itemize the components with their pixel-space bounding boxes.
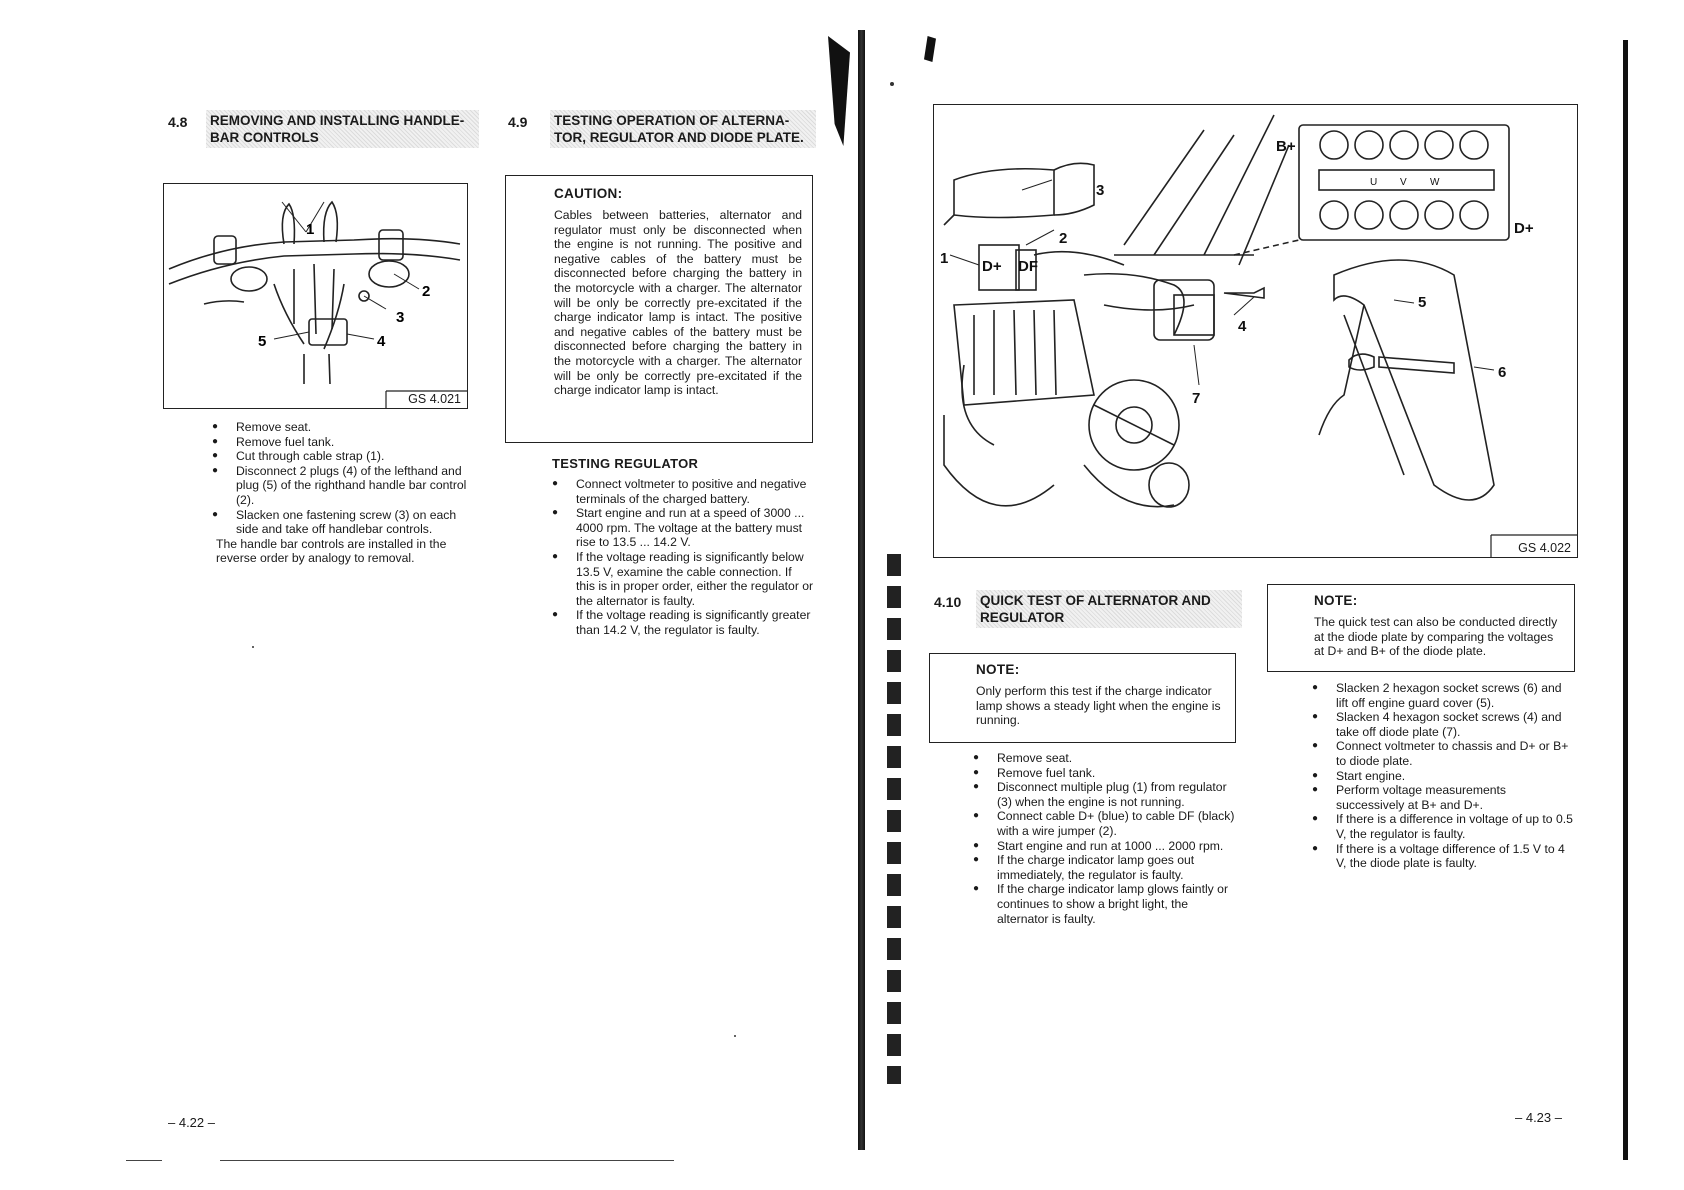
label-u: U (1370, 177, 1378, 188)
list-item: ● Remove seat. (973, 751, 1235, 766)
list-item: ● Remove seat. (212, 420, 477, 435)
section-4-10-number: 4.10 (934, 594, 962, 610)
list-item: ● Slacken one fastening screw (3) on each side and take off handlebar controls. (212, 508, 477, 537)
list-item: ● Start engine. (1312, 769, 1574, 784)
label-plug-d-plus: D+ (982, 258, 1002, 275)
scan-artifact (828, 36, 850, 146)
callout-3: 3 (396, 309, 405, 326)
list-item: ● If the charge indicator lamp glows faintly or continues to show a bright light, the alternator is faulty. (973, 882, 1235, 926)
list-item: ● Slacken 2 hexagon socket screws (6) and lift off engine guard cover (5). (1312, 681, 1574, 710)
figure-alternator-diode-plate (933, 104, 1578, 558)
callout-5: 5 (1418, 294, 1427, 311)
caution-box (505, 175, 813, 443)
note-box-quick-test (929, 653, 1236, 743)
list-item: ● If the charge indicator lamp goes out immediately, the regulator is faulty. (973, 853, 1235, 882)
note-heading: NOTE: (976, 662, 1020, 677)
note-text: Only perform this test if the charge indicator lamp shows a steady light when the engine is running. (976, 684, 1221, 728)
section-4-9-title (550, 110, 816, 148)
caution-text: Cables between batteries, alternator and regulator must only be disconnected when the engine is not running. The positive and negative cables of the battery must be disconnected before charging the battery in the motorcycle with a charger. The alternator will be only be correctly pre-excitated if the charge indicator lamp is intact. The positive and negative cables of the battery must be disconnected before charging the battery in the motorcycle with a charger. The alternator will be only be correctly pre-excitated if the charge indicator lamp is intact. (554, 208, 802, 398)
list-item: ● Start engine and run at 1000 ... 2000 rpm. (973, 839, 1235, 854)
callout-3: 3 (1096, 182, 1105, 199)
callout-4: 4 (1238, 318, 1247, 335)
label-v: V (1400, 177, 1407, 188)
page-edge (1623, 40, 1628, 1160)
removal-steps-list (212, 420, 477, 537)
scan-speck (890, 82, 894, 86)
list-item: ● If there is a difference in voltage of up to 0.5 V, the regulator is faulty. (1312, 812, 1574, 841)
diode-plate-steps-list (1312, 681, 1574, 871)
list-item: ● If there is a voltage difference of 1.5 V to 4 V, the diode plate is faulty. (1312, 842, 1574, 871)
section-4-8-title (206, 110, 479, 148)
figure-caption: GS 4.022 (1518, 541, 1571, 555)
callout-2: 2 (1059, 230, 1068, 247)
label-plug-df: DF (1018, 258, 1038, 275)
section-4-9-number: 4.9 (508, 114, 528, 130)
list-item: ● Connect voltmeter to chassis and D+ or B+ to diode plate. (1312, 739, 1574, 768)
scan-rule (220, 1160, 674, 1161)
list-item: ● If the voltage reading is significantly greater than 14.2 V, the regulator is faulty. (552, 608, 814, 637)
scan-speck (252, 646, 254, 648)
list-item: ● Cut through cable strap (1). (212, 449, 477, 464)
note-text: The quick test can also be conducted directly at the diode plate by comparing the voltages at D+ and B+ of the diode plate. (1314, 615, 1558, 659)
list-item: ● Connect cable D+ (blue) to cable DF (black) with a wire jumper (2). (973, 809, 1235, 838)
testing-regulator-section (552, 456, 814, 638)
list-item: ● Disconnect multiple plug (1) from regulator (3) when the engine is not running. (973, 780, 1235, 809)
scan-artifact (887, 554, 901, 1084)
section-4-8-title-line1: REMOVING AND INSTALLING HANDLE- (210, 113, 465, 128)
page-number-right: – 4.23 – (1515, 1110, 1562, 1125)
section-4-8-number: 4.8 (168, 114, 188, 130)
callout-7: 7 (1192, 390, 1201, 407)
callout-6: 6 (1498, 364, 1507, 381)
section-4-10-title (976, 590, 1242, 628)
figure-handlebar-controls (163, 183, 468, 409)
list-item: ● Slacken 4 hexagon socket screws (4) and take off diode plate (7). (1312, 710, 1574, 739)
diode-plate-test-body (1312, 681, 1574, 871)
quick-test-steps-list (973, 751, 1235, 926)
scan-rule (126, 1160, 162, 1161)
handlebar-illustration (164, 184, 467, 408)
callout-4: 4 (377, 333, 386, 350)
section-4-10-body (973, 751, 1235, 926)
callout-2: 2 (422, 283, 431, 300)
list-item: ● If the voltage reading is significantly below 13.5 V, examine the cable connection. If this is in proper order, either the regulator or the alternator is faulty. (552, 550, 814, 608)
label-d-plus: D+ (1514, 220, 1534, 237)
section-4-10-title-line1: QUICK TEST OF ALTERNATOR AND (980, 593, 1211, 608)
testing-regulator-list (552, 477, 814, 638)
list-item: ● Perform voltage measurements successively at B+ and D+. (1312, 783, 1574, 812)
page-number-left: – 4.22 – (168, 1115, 215, 1130)
figure-caption: GS 4.021 (408, 392, 461, 406)
list-item: ● Remove fuel tank. (973, 766, 1235, 781)
section-4-10-title-line2: REGULATOR (980, 610, 1065, 625)
book-spine (858, 30, 865, 1150)
note-heading: NOTE: (1314, 593, 1358, 608)
list-item: ● Connect voltmeter to positive and negative terminals of the charged battery. (552, 477, 814, 506)
list-item: ● Disconnect 2 plugs (4) of the lefthand and plug (5) of the righthand handle bar control (2). (212, 464, 477, 508)
scan-speck (734, 1035, 736, 1037)
installation-note: The handle bar controls are installed in the reverse order by analogy to removal. (216, 536, 447, 566)
section-4-8-body (212, 420, 477, 566)
note-box-diode-plate (1267, 584, 1575, 672)
list-item: ● Remove fuel tank. (212, 435, 477, 450)
list-item: ● Start engine and run at a speed of 3000 ... 4000 rpm. The voltage at the battery must rise to 13.5 ... 14.2 V. (552, 506, 814, 550)
callout-1: 1 (940, 250, 949, 267)
section-4-9-title-line2: TOR, REGULATOR AND DIODE PLATE. (554, 130, 804, 145)
label-b-plus: B+ (1276, 138, 1296, 155)
scan-artifact (924, 36, 936, 62)
caution-heading: CAUTION: (554, 186, 623, 201)
callout-5: 5 (258, 333, 267, 350)
label-w: W (1430, 177, 1440, 188)
section-4-9-title-line1: TESTING OPERATION OF ALTERNA- (554, 113, 790, 128)
callout-1: 1 (306, 221, 315, 238)
testing-regulator-heading: TESTING REGULATOR (552, 456, 699, 471)
alternator-illustration (934, 105, 1577, 557)
section-4-8-title-line2: BAR CONTROLS (210, 130, 319, 145)
